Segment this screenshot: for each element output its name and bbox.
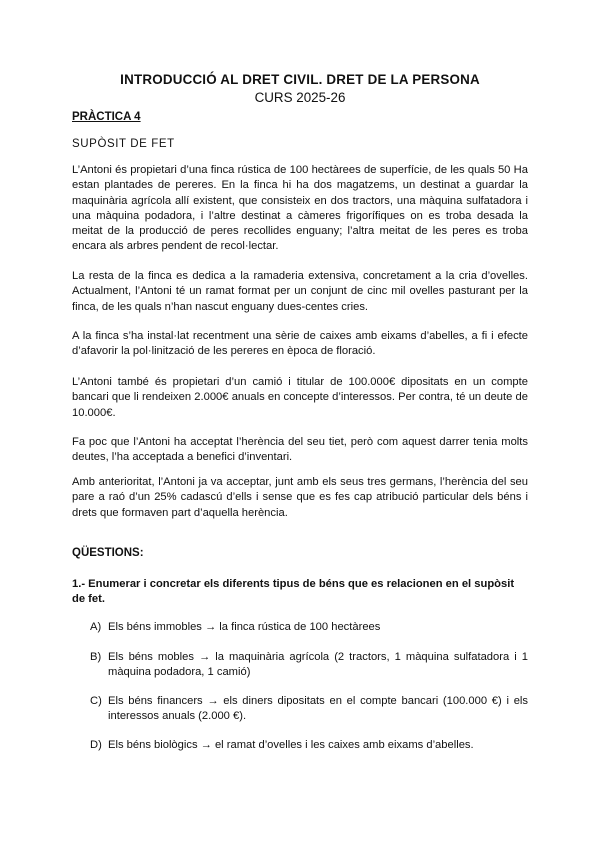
- case-paragraph: L’Antoni també és propietari d’un camió i titular de 100.000€ dipositats en un compte bancari que li rendeixen 2.000€ anuals en concepte d’interessos. Per contra, té un deute de 10.000€.: [72, 376, 528, 419]
- practice-label: PRÀCTICA 4: [72, 111, 141, 123]
- case-paragraph: L’Antoni és propietari d’una finca rústica de 100 hectàrees de superfície, de les quals 50 Ha estan plantades de pereres. En la finca hi ha dos magatzems, un destinat a guardar la maquinària agrícola allí existent, que consisteix en dos tractors, una màquina sulfatadora i una màquina podadora, i l’altre destinat a càmeres frigorífiques on es troba desada la meitat de la producció de peres recollides enguany; l’altra meitat de les peres es troba encara als arbres pendent de recol·lectar.: [72, 164, 528, 253]
- answer-text: Els béns financers → els diners dipositats en el compte bancari (100.000 €) i els interessos anuals (2.000 €).: [108, 695, 528, 723]
- case-heading: SUPÒSIT DE FET: [72, 138, 175, 150]
- case-paragraph: A la finca s’ha instal·lat recentment una sèrie de caixes amb eixams d’abelles, a fi i efecte d’afavorir la pol·linització de les pereres en època de floració.: [72, 330, 528, 358]
- question-1: 1.- Enumerar i concretar els diferents tipus de béns que es relacionen en el supòsit de fet.: [72, 578, 515, 606]
- answer-item: [90, 738, 528, 753]
- answer-letter: C): [90, 695, 102, 707]
- answer-letter: B): [90, 651, 102, 663]
- case-paragraph: Amb anterioritat, l’Antoni ja va acceptar, junt amb els seus tres germans, l’herència del seu pare a raó d’un 25% cadascú d’ells i sense que es fes cap atribució particular dels béns i drets que formaven part d’aquella herència.: [72, 476, 528, 519]
- answer-text: Els béns biològics → el ramat d’ovelles i les caixes amb eixams d’abelles.: [108, 739, 474, 751]
- course-year: CURS 2025-26: [254, 90, 346, 105]
- answer-item: [90, 694, 528, 725]
- answer-item: [90, 650, 528, 681]
- answer-letter: A): [90, 621, 102, 633]
- answer-text: Els béns immobles → la finca rústica de 100 hectàrees: [108, 621, 381, 633]
- answer-text: Els béns mobles → la maquinària agrícola (2 tractors, 1 màquina sulfatadora i 1 màquina podadora, 1 camió): [108, 651, 528, 679]
- answer-letter: D): [90, 739, 102, 751]
- document-title: INTRODUCCIÓ AL DRET CIVIL. DRET DE LA PERSONA: [120, 72, 480, 87]
- answer-item: [90, 620, 528, 635]
- case-paragraph: Fa poc que l’Antoni ha acceptat l’herència del seu tiet, però com aquest darrer tenia molts deutes, l’ha acceptada a benefici d’inventari.: [72, 436, 528, 464]
- case-paragraph: La resta de la finca es dedica a la ramaderia extensiva, concretament a la cria d’ovelles. Actualment, l’Antoni té un ramat format per un conjunt de cinc mil ovelles pasturant per la finca, de les quals n’han nascut enguany dues-centes cries.: [72, 270, 528, 313]
- questions-heading: QÜESTIONS:: [72, 547, 144, 559]
